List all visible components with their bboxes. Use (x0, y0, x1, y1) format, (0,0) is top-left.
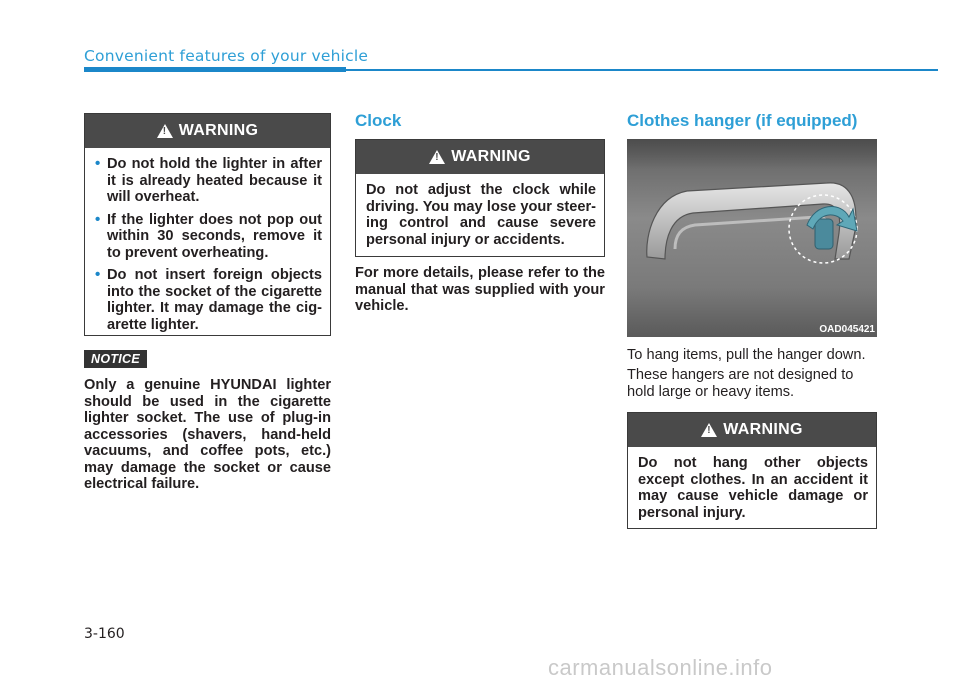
figure-code: OAD045421 (819, 324, 875, 335)
warning-body (628, 447, 876, 529)
warning-triangle-icon (157, 124, 173, 138)
header-rule-thick (84, 67, 346, 72)
clock-section-title: Clock (355, 111, 402, 130)
notice-text: Only a genuine HYUNDAI lighter should be used in the cigarette lighter socket. The use of plug-in accessories (shavers, hand-held vacuums, and coffee pots, etc.) may damage the socket or cause electrical failure. (84, 377, 331, 492)
warning-list (95, 156, 322, 333)
clock-warning-box (355, 139, 605, 257)
warning-list-item: • Do not insert foreign objects into the socket of the cigarette lighter. It may damage the cig-arette lighter. (95, 267, 322, 333)
hanger-section-title: Clothes hanger (if equipped) (627, 111, 858, 130)
warning-list-item: • Do not hold the lighter in after it is already heated because it will overheat. (95, 156, 322, 206)
warning-body (85, 148, 330, 347)
warning-header (628, 413, 876, 447)
notice-badge: NOTICE (84, 350, 147, 368)
watermark: carmanualsonline.info (548, 655, 773, 680)
hanger-paragraph-1: To hang items, pull the hanger down. (627, 347, 866, 363)
page-section-title: Convenient features of your vehicle (84, 47, 369, 65)
hanger-warning-box (627, 412, 877, 529)
warning-triangle-icon (701, 423, 717, 437)
warning-title: WARNING (451, 148, 531, 165)
lighter-warning-box (84, 113, 331, 336)
page-number: 3-160 (84, 626, 125, 642)
warning-list-item: • If the lighter does not pop out within 30 seconds, remove it to prevent overheating. (95, 212, 322, 262)
hanger-warning-text: Do not hang other objects except clothes. In an accident it may cause vehicle damage or personal injury. (638, 455, 868, 521)
warning-body (356, 174, 604, 256)
clock-warning-text: Do not adjust the clock while driving. You may lose your steer-ing control and cause severe personal injury or accidents. (366, 182, 596, 248)
clothes-hanger-figure (627, 139, 877, 337)
hanger-paragraph-2: These hangers are not designed to hold large or heavy items. (627, 367, 854, 400)
clock-body-text: For more details, please refer to the manual that was supplied with your vehicle. (355, 265, 605, 314)
clothes-hanger-illustration (627, 139, 877, 337)
warning-title: WARNING (723, 421, 803, 438)
warning-header (356, 140, 604, 174)
warning-triangle-icon (429, 150, 445, 164)
warning-header (85, 114, 330, 148)
header-rule-thin (346, 69, 938, 71)
warning-title: WARNING (178, 122, 259, 139)
